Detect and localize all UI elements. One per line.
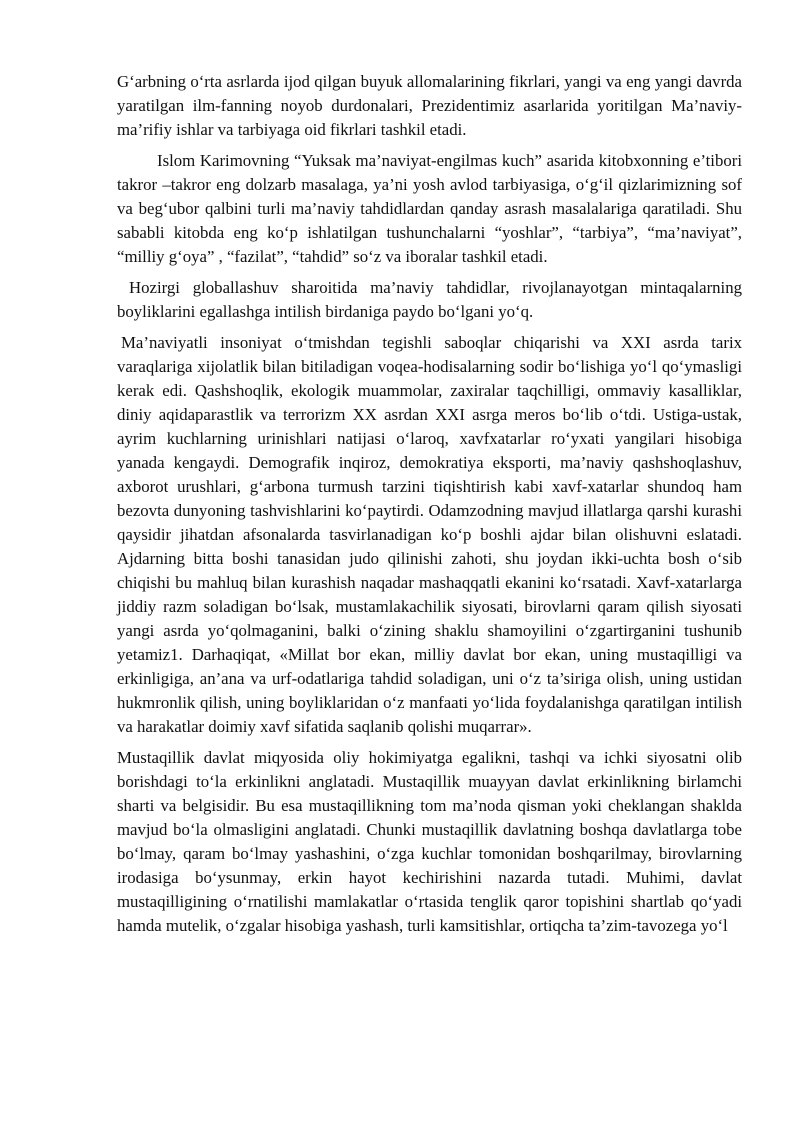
paragraph: Mustaqillik davlat miqyosida oliy hokimiyatga egalikni, tashqi va ichki siyosatni olib borishdagi to‘la erkinlikni anglatadi. Mustaqillik muayyan davlat erkinlikning birlamchi sharti va belgisidir. Bu esa mustaqillikning tom ma’noda qisman yoki cheklangan shaklda mavjud bo‘la olmasligini anglatadi. Chunki mustaqillik davlatning boshqa davlatlarga tobe bo‘lmay, qaram bo‘lmay yashashini, o‘zga kuchlar tomonidan boshqarilmay, birovlarning irodasiga bo‘ysunmay, erkin hayot kechirishini nazarda tutadi. Muhimi, davlat mustaqilligining o‘rnatilishi mamlakatlar o‘rtasida tenglik qaror topishini shartlab qo‘yadi hamda mutelik, o‘zgalar hisobiga yashash, turli kamsitishlar, ortiqcha ta’zim-tavozega yo‘l bbox=[117, 748, 742, 935]
paragraph: Ma’naviyatli insoniyat o‘tmishdan tegishli saboqlar chiqarishi va XXI asrda tarix varaqlariga xijolatlik bilan bitiladigan voqea-hodisalarning sodir bo‘lishiga yo‘l qo‘ymasligi kerak edi. Qashshoqlik, ekologik muammolar, zaxiralar taqchilligi, ommaviy kasalliklar, diniy aqidaparastlik va terrorizm XX asrdan XXI asrga meros bo‘lib o‘tdi. Ustiga-ustak, ayrim kuchlarning urinishlari natijasi o‘laroq, xavfxatarlar ro‘yxati yangilari hisobiga yanada kengaydi. Demografik inqiroz, demokratiya eksporti, ma’naviy qashshoqlashuv, axborot urushlari, g‘arbona turmush tarzini tiqishtirish kabi xavf-xatarlar shundoq ham bezovta dunyoning tashvishlarini ko‘paytirdi. Odamzodning mavjud illatlarga qarshi kurashi qaysidir jihatdan afsonalarda tasvirlanadigan ko‘p boshli ajdar bilan olishuvni eslatadi. Ajdarning bitta boshi tanasidan judo qilinishi zahoti, shu joydan ikki-uchta bosh o‘sib chiqishi bu mahluq bilan kurashish naqadar mashaqqatli ekanini ko‘rsatadi. Xavf-xatarlarga jiddiy razm soladigan bo‘lsak, mustamlakachilik siyosati, birovlarni qaram qilish siyosati yangi asrda yo‘qolmaganini, balki o‘zining shaklu shamoyilini o‘zgartirganini tushunib yetamiz1. Darhaqiqat, «Millat bor ekan, milliy davlat bor ekan, uning mustaqilligi va erkinligiga, an’ana va urf-odatlariga tahdid soladigan, uni o‘z ta’siriga olish, uning ustidan hukmronlik qilish, uning boyliklaridan o‘z manfaati yo‘lida foydalanishga qaratilgan intilish va harakatlar doimiy xavf sifatida saqlanib qolishi muqarrar». bbox=[117, 333, 742, 736]
paragraph: Hozirgi globallashuv sharoitida ma’naviy tahdidlar, rivojlanayotgan mintaqalarning boyliklarini egallashga intilish birdaniga paydo bo‘lgani yo‘q. bbox=[117, 278, 742, 321]
paragraph: G‘arbning o‘rta asrlarda ijod qilgan buyuk allomalarining fikrlari, yangi va eng yangi davrda yaratilgan ilm-fanning noyob durdonalari, Prezidentimiz asarlarida yoritilgan Ma’naviy-ma’rifiy ishlar va tarbiyaga oid fikrlari tashkil etadi. bbox=[117, 72, 742, 139]
paragraph: Islom Karimovning “Yuksak ma’naviyat-engilmas kuch” asarida kitobxonning e’tibori takror –takror eng dolzarb masalaga, ya’ni yosh avlod tarbiyasiga, o‘g‘il qizlarimizning sof va beg‘ubor qalbini turli ma’naviy tahdidlardan qanday asrash masalalariga qaratiladi. Shu sababli kitobda eng ko‘p ishlatilgan tushunchalarni “yoshlar”, “tarbiya”, “ma’naviyat”, “milliy g‘oya” , “fazilat”, “tahdid” so‘z va iboralar tashkil etadi. bbox=[117, 151, 742, 266]
document-body bbox=[117, 70, 742, 938]
